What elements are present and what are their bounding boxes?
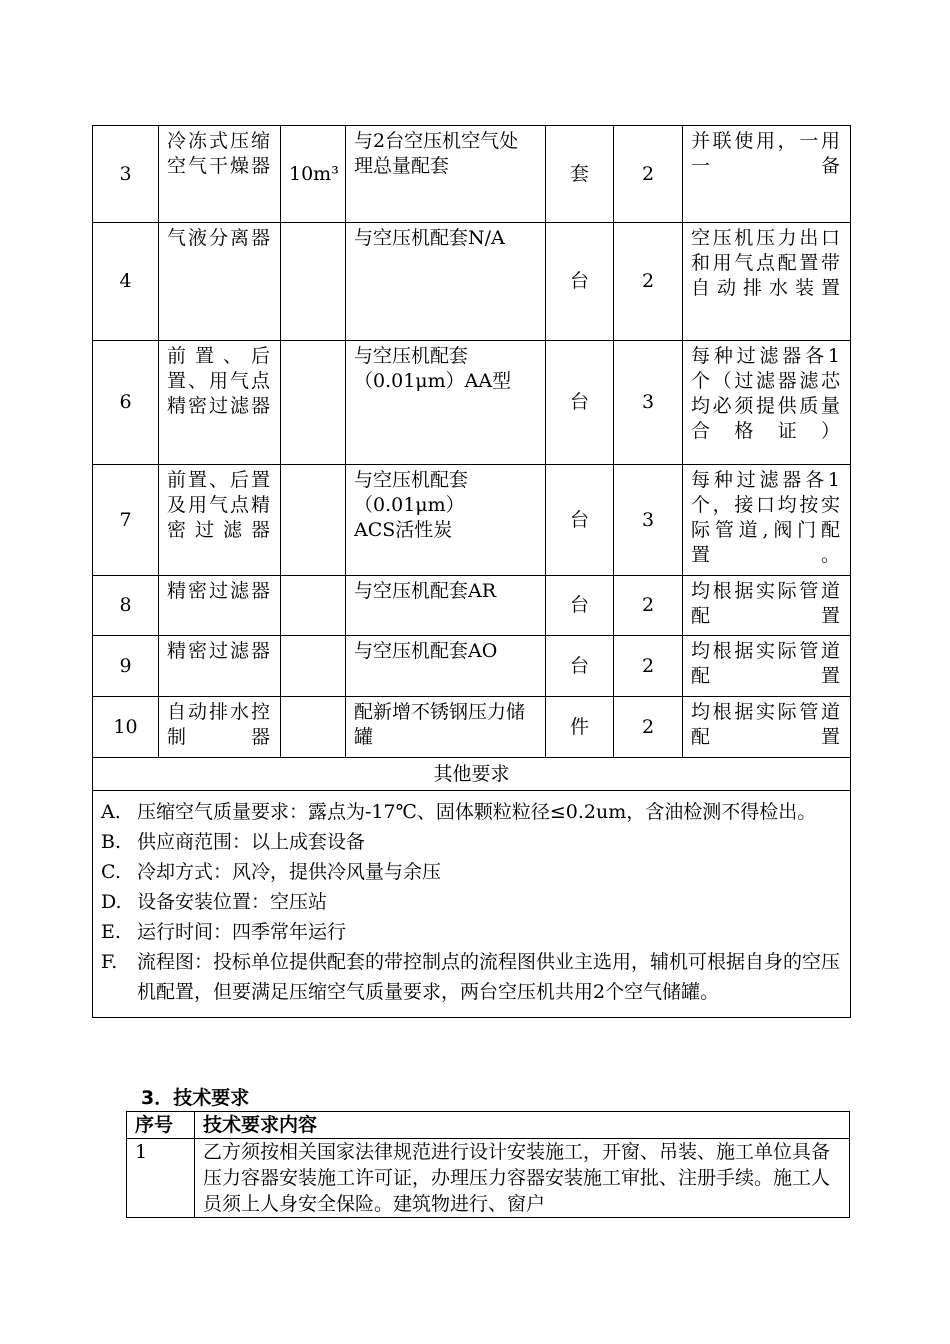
requirement-item <box>101 857 842 887</box>
other-requirements-header-row <box>93 758 851 791</box>
item-remark: 均根据实际管道配置 <box>683 576 851 636</box>
item-unit: 台 <box>546 341 614 465</box>
item-spec <box>281 576 346 636</box>
item-unit: 件 <box>546 697 614 758</box>
row-number: 6 <box>93 341 159 465</box>
item-name: 前置、后置及用气点精密过滤器 <box>159 465 281 576</box>
item-spec <box>281 697 346 758</box>
item-remark: 并联使用，一用一备 <box>683 126 851 223</box>
requirement-item <box>101 827 842 857</box>
item-quantity: 2 <box>614 223 683 341</box>
item-quantity: 3 <box>614 465 683 576</box>
item-quantity: 2 <box>614 636 683 697</box>
item-remark: 均根据实际管道配置 <box>683 636 851 697</box>
equipment-table-body <box>93 126 851 758</box>
item-quantity: 3 <box>614 341 683 465</box>
item-description: 配新增不锈钢压力储罐 <box>346 697 546 758</box>
requirement-item <box>101 797 842 827</box>
requirement-label: B. <box>101 831 122 853</box>
requirements-cell <box>93 791 851 1018</box>
item-spec: 10m³ <box>281 126 346 223</box>
requirement-label: A. <box>101 801 121 823</box>
other-requirements-title: 其他要求 <box>93 758 851 791</box>
item-unit: 台 <box>546 576 614 636</box>
item-spec <box>281 465 346 576</box>
item-description: 与空压机配套AR <box>346 576 546 636</box>
equipment-row <box>93 223 851 341</box>
item-name: 冷冻式压缩空气干燥器 <box>159 126 281 223</box>
technical-requirements-table <box>126 1111 850 1218</box>
requirement-text: 流程图：投标单位提供配套的带控制点的流程图供业主选用，辅机可根据自身的空压机配置，但要满足压缩空气质量要求，两台空压机共用2个空气储罐。 <box>137 951 841 1003</box>
tech-row-text-cell <box>195 1139 850 1218</box>
item-unit: 台 <box>546 465 614 576</box>
requirement-label: D. <box>101 891 122 913</box>
requirement-text: 冷却方式：风冷，提供冷风量与余压 <box>137 861 442 883</box>
row-number: 10 <box>93 697 159 758</box>
item-description: 与空压机配套（0.01μm） ACS活性炭 <box>346 465 546 576</box>
requirement-label: F. <box>101 951 118 973</box>
equipment-row <box>93 697 851 758</box>
item-remark: 均根据实际管道配置 <box>683 697 851 758</box>
requirement-item <box>101 917 842 947</box>
requirement-item <box>101 887 842 917</box>
equipment-row <box>93 636 851 697</box>
equipment-row <box>93 126 851 223</box>
requirements-list <box>101 797 842 1007</box>
item-description: 与空压机配套AO <box>346 636 546 697</box>
item-remark: 每种过滤器各1个（过滤器滤芯均必须提供质量合格证） <box>683 341 851 465</box>
technical-table-header <box>127 1112 850 1139</box>
item-description: 与空压机配套N/A <box>346 223 546 341</box>
technical-table-row <box>127 1139 850 1218</box>
requirement-label: C. <box>101 861 121 883</box>
row-number: 3 <box>93 126 159 223</box>
item-quantity: 2 <box>614 126 683 223</box>
requirement-label: E. <box>101 921 121 943</box>
item-unit: 台 <box>546 636 614 697</box>
row-number: 4 <box>93 223 159 341</box>
item-spec <box>281 636 346 697</box>
requirement-text: 运行时间：四季常年运行 <box>137 921 347 943</box>
item-unit: 台 <box>546 223 614 341</box>
item-quantity: 2 <box>614 697 683 758</box>
row-number: 8 <box>93 576 159 636</box>
item-name: 气液分离器 <box>159 223 281 341</box>
header-content: 技术要求内容 <box>195 1112 850 1139</box>
requirement-item <box>101 947 842 1007</box>
tech-row-text: 乙方须按相关国家法律规范进行设计安装施工，开窗、吊装、施工单位具备压力容器安装施工许可证，办理压力容器安装施工审批、注册手续。施工人员须上人身安全保险。建筑物进行、窗户 <box>203 1141 831 1215</box>
item-spec <box>281 341 346 465</box>
item-name: 自动排水控制器 <box>159 697 281 758</box>
equipment-row <box>93 341 851 465</box>
header-no: 序号 <box>127 1112 195 1139</box>
item-description: 与2台空压机空气处理总量配套 <box>346 126 546 223</box>
requirement-text: 压缩空气质量要求：露点为-17℃、固体颗粒粒径≤0.2um，含油检测不得检出。 <box>137 801 817 823</box>
item-name: 精密过滤器 <box>159 576 281 636</box>
row-number: 7 <box>93 465 159 576</box>
row-number: 9 <box>93 636 159 697</box>
item-remark: 每种过滤器各1个，接口均按实际管道,阀门配置。 <box>683 465 851 576</box>
item-quantity: 2 <box>614 576 683 636</box>
requirement-text: 供应商范围：以上成套设备 <box>137 831 366 853</box>
equipment-row <box>93 465 851 576</box>
item-name: 精密过滤器 <box>159 636 281 697</box>
section-title: 3．技术要求 <box>141 1087 250 1109</box>
tech-row-no: 1 <box>127 1139 195 1218</box>
item-name: 前置、后置、用气点精密过滤器 <box>159 341 281 465</box>
item-remark: 空压机压力出口和用气点配置带自动排水装置 <box>683 223 851 341</box>
other-requirements-row <box>93 791 851 1018</box>
item-spec <box>281 223 346 341</box>
equipment-row <box>93 576 851 636</box>
item-description: 与空压机配套（0.01μm）AA型 <box>346 341 546 465</box>
requirement-text: 设备安装位置：空压站 <box>137 891 328 913</box>
equipment-table <box>92 125 851 1018</box>
item-unit: 套 <box>546 126 614 223</box>
